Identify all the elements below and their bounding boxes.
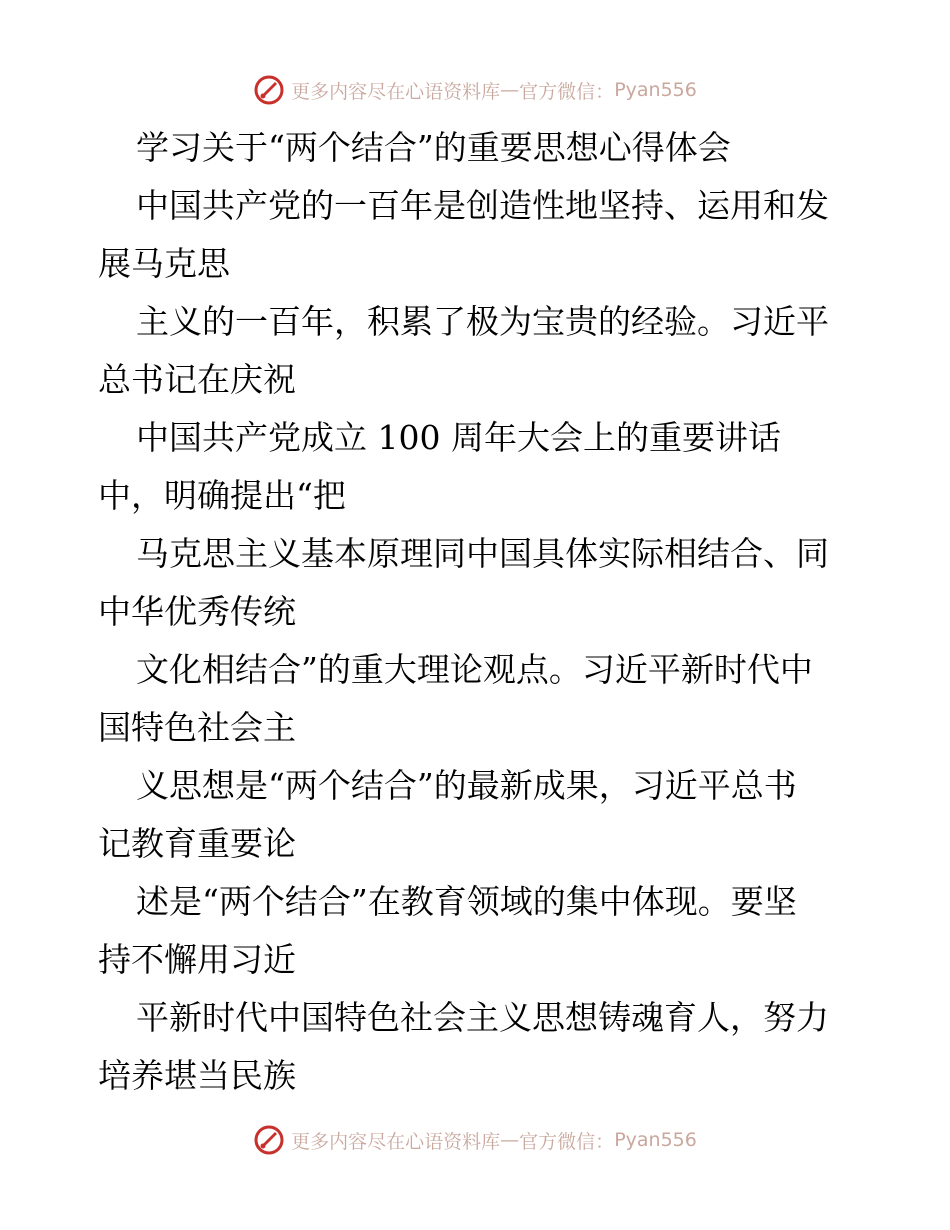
- banner-title: 更多内容尽在心语资料库: [291, 80, 501, 103]
- paragraph-line: 记教育重要论: [98, 824, 296, 863]
- paragraph-line: 持不懈用习近: [98, 940, 296, 979]
- paragraph-line: 文化相结合”的重大理论观点。习近平新时代中: [136, 650, 813, 689]
- paragraph-line: 中国共产党的一百年是创造性地坚持、运用和发: [136, 186, 829, 225]
- banner-dash: —: [500, 1129, 520, 1151]
- paragraph-line: 马克思主义基本原理同中国具体实际相结合、同: [136, 534, 829, 573]
- document-title: 学习关于“两个结合”的重要思想心得体会: [136, 128, 731, 167]
- paragraph-line: 平新时代中国特色社会主义思想铸魂育人，努力: [136, 998, 829, 1037]
- seal-logo-icon: [253, 74, 285, 106]
- paragraph-line: 述是“两个结合”在教育领域的集中体现。要坚: [136, 882, 797, 921]
- paragraph-line: 总书记在庆祝: [98, 360, 296, 399]
- banner-title: 更多内容尽在心语资料库: [291, 1130, 501, 1153]
- banner-account: Pyan556: [614, 79, 697, 101]
- header-watermark: [0, 70, 950, 110]
- seal-logo-icon: [253, 1124, 285, 1156]
- banner-contact: 官方微信：: [519, 1130, 615, 1153]
- paragraph-line: 主义的一百年，积累了极为宝贵的经验。习近平: [136, 302, 829, 341]
- paragraph-line: 展马克思: [98, 244, 230, 283]
- paragraph-line: 中国共产党成立 100 周年大会上的重要讲话: [136, 418, 781, 457]
- paragraph-line: 义思想是“两个结合”的最新成果，习近平总书: [136, 766, 797, 805]
- banner-dash: —: [500, 79, 520, 101]
- paragraph-line: 中华优秀传统: [98, 592, 296, 631]
- footer-watermark: [0, 1120, 950, 1160]
- banner-account: Pyan556: [614, 1129, 697, 1151]
- paragraph-line: 培养堪当民族: [98, 1056, 296, 1095]
- paragraph-line: 国特色社会主: [98, 708, 296, 747]
- banner-contact: 官方微信：: [519, 80, 615, 103]
- paragraph-line: 中，明确提出“把: [98, 476, 346, 515]
- document-body: [98, 124, 858, 1110]
